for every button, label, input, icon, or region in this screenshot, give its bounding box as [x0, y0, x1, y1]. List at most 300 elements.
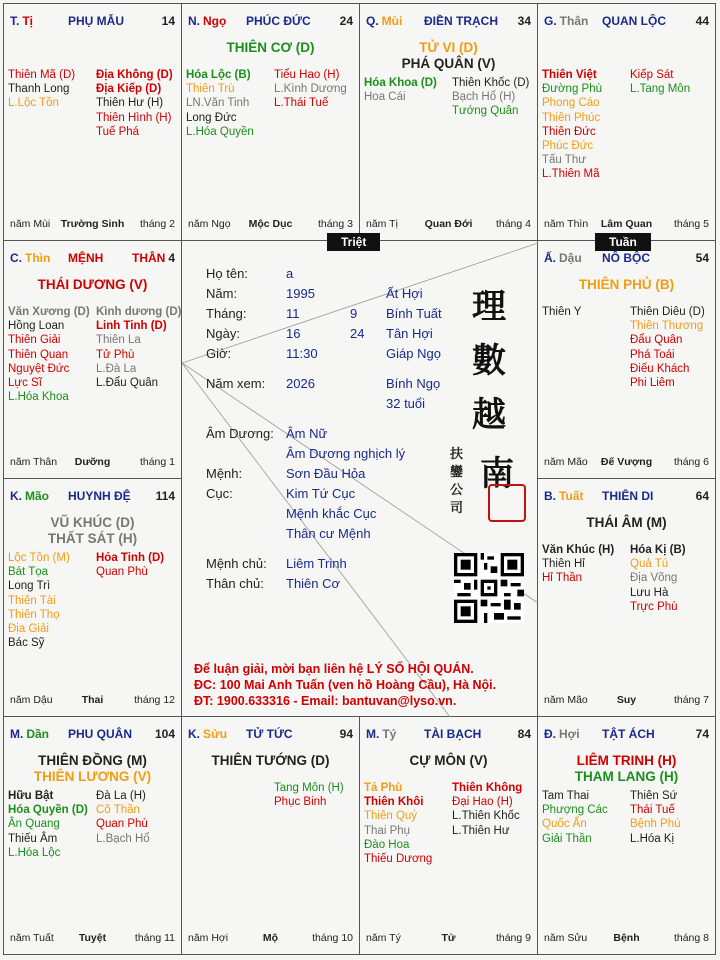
main-star: THẤT SÁT (H) [47, 531, 138, 546]
palace-month: tháng 9 [495, 932, 531, 944]
minor-star: Tam Thai [542, 790, 590, 802]
palace-name: ĐIỀN TRẠCH [424, 14, 498, 28]
left-star-column [8, 551, 70, 650]
main-star: THIÊN LƯƠNG (V) [33, 769, 152, 784]
minor-star: Tướng Quân [452, 105, 519, 118]
palace-location [544, 727, 580, 741]
amduong-label: Âm Dương: [206, 426, 274, 441]
main-star: THIÊN PHỦ (B) [578, 277, 675, 292]
contact-email-line[interactable]: ĐT: 1900.633316 - Email: bantuvan@lyso.vn. [194, 694, 457, 708]
life-stage: Suy [616, 694, 637, 706]
minor-star: Linh Tinh (D) [96, 320, 167, 333]
minor-star: Hoa Cái [364, 91, 406, 104]
main-star: THIÊN ĐỒNG (M) [38, 753, 147, 768]
minor-star: Cô Thần [96, 804, 140, 817]
qr-code[interactable] [454, 553, 524, 623]
palace-footer [366, 932, 531, 946]
minor-star: Thai Phụ [364, 824, 411, 837]
red-seal [488, 484, 526, 522]
minor-star: Thiên Việt [542, 69, 597, 81]
minor-star: Hóa Khoa (D) [364, 77, 437, 89]
palace-name: HUYNH ĐỆ [68, 489, 131, 503]
palace-year: năm Tuất [10, 932, 54, 944]
minor-star: Địa Giải [8, 623, 49, 636]
minor-star: L.Lộc Tồn [8, 97, 59, 110]
earthly-branch: Tuất [559, 489, 584, 503]
minor-star: Văn Xương (D) [8, 306, 90, 318]
palace-footer [10, 694, 175, 708]
horoscope-chart [3, 3, 716, 955]
minor-star: Ân Quang [8, 818, 60, 831]
life-stage: Bệnh [613, 932, 640, 944]
minor-star: Tuế Phá [96, 125, 140, 138]
minor-star: Tử Phù [96, 348, 135, 361]
palace-name: PHÚC ĐỨC [246, 14, 311, 28]
minor-star: Thiên Diêu (D) [630, 306, 705, 318]
day-value: 16 [286, 326, 301, 341]
minor-star: Quả Tú [630, 558, 669, 571]
main-star: THIÊN CƠ (D) [226, 40, 315, 55]
minor-star: Tang Môn (H) [274, 782, 344, 794]
day-lunar: 24 [350, 326, 365, 341]
palace-than [537, 3, 716, 241]
minor-star: Đà La (H) [96, 790, 146, 802]
view-year-label: Năm xem: [206, 376, 266, 391]
minor-star: Điếu Khách [630, 362, 690, 375]
day-canchi: Tân Hợi [386, 326, 433, 341]
minor-star: Thiên Quan [8, 348, 69, 361]
palace-month: tháng 6 [673, 456, 709, 468]
left-star-column [364, 76, 437, 104]
palace-footer [544, 694, 709, 708]
minor-star: Phượng Các [542, 804, 608, 817]
palace-location [10, 489, 49, 503]
heavenly-stem: T. [10, 14, 20, 28]
cuc-label: Cục: [206, 486, 233, 501]
palace-thin [3, 240, 182, 479]
minor-star: Đẩu Quân [630, 334, 683, 347]
month-canchi: Bính Tuất [386, 306, 442, 321]
right-star-column [96, 305, 181, 390]
palace-name: THIÊN DI [602, 489, 654, 503]
palace-header [544, 727, 709, 743]
palace-location [188, 727, 227, 741]
minor-star: Hồng Loan [8, 320, 65, 333]
heavenly-stem: K. [188, 727, 200, 741]
heavenly-stem: N. [188, 14, 200, 28]
palace-month: tháng 5 [673, 218, 709, 230]
minor-star: LN.Văn Tinh [186, 97, 250, 110]
palace-age: 94 [339, 727, 353, 741]
minor-star: Thiên Hỉ [542, 558, 585, 571]
palace-header [188, 14, 353, 30]
month-lunar: 9 [350, 306, 358, 321]
minor-star: Phục Binh [274, 796, 327, 809]
palace-header [188, 727, 353, 743]
life-stage: Trường Sinh [60, 218, 125, 230]
calligraphy-3: 越 [472, 395, 506, 435]
calligraphy-2: 數 [472, 341, 506, 381]
main-star: LIÊM TRINH (H) [576, 753, 677, 768]
age-value: 32 tuổi [386, 396, 426, 411]
minor-star: L.Đẩu Quân [96, 377, 159, 390]
minor-star: Hỉ Thần [542, 572, 583, 585]
amduong-value: Âm Nữ [286, 426, 328, 441]
minor-star: Thiên Phúc [542, 111, 601, 124]
minor-star: L.Đà La [96, 362, 137, 375]
minor-star: L.Bạch Hổ [96, 832, 150, 845]
heavenly-stem: M. [10, 727, 24, 741]
minor-star: Hữu Bật [8, 790, 54, 802]
menh-label: Mệnh: [206, 466, 243, 481]
minor-star: Bát Tọa [8, 566, 49, 579]
left-star-column [8, 68, 75, 111]
minor-star: Địa Võng [630, 572, 678, 585]
cuc-note: Mệnh khắc Cục [286, 506, 377, 521]
palace-footer [188, 932, 353, 946]
minor-star: Thiên Quý [364, 810, 418, 823]
minor-star: Lực Sĩ [8, 377, 42, 390]
palace-name: TÀI BẠCH [424, 727, 482, 741]
minor-star: Long Đức [186, 111, 237, 124]
palace-age: 104 [154, 727, 175, 741]
palace-year: năm Mão [544, 694, 588, 706]
right-star-column [274, 68, 347, 111]
palace-header [366, 727, 531, 743]
palace-location [366, 727, 396, 741]
minor-star: Thái Tuế [630, 804, 675, 817]
palace-year: năm Mão [544, 456, 588, 468]
minor-star: Thiếu Dương [364, 853, 433, 866]
earthly-branch: Mùi [381, 14, 403, 28]
main-star: VŨ KHÚC (D) [50, 515, 135, 530]
hour-canchi: Giáp Ngọ [386, 346, 441, 361]
palace-suu [181, 716, 360, 955]
heavenly-stem: Đ. [544, 727, 556, 741]
palace-age: 84 [517, 727, 531, 741]
palace-month: tháng 8 [673, 932, 709, 944]
heavenly-stem: C. [10, 251, 22, 265]
palace-age: 114 [155, 489, 175, 503]
palace-tuat [537, 478, 716, 717]
life-stage: Đế Vượng [600, 456, 653, 468]
minor-star: Đào Hoa [364, 838, 410, 851]
palace-year: năm Tý [366, 932, 401, 944]
right-star-column [630, 305, 705, 390]
palace-location [10, 14, 33, 28]
palace-ty [359, 716, 538, 955]
minor-star: Hỏa Tinh (D) [96, 552, 165, 564]
year-label: Năm: [206, 286, 238, 301]
palace-hoi [537, 716, 716, 955]
earthly-branch: Tý [382, 727, 397, 741]
minor-star: Hóa Quyền (D) [8, 804, 88, 817]
calligraphy-1: 理 [472, 287, 506, 327]
minor-star: Thiên Không [452, 782, 523, 794]
minor-star: Bác Sỹ [8, 637, 45, 650]
minor-star: Trực Phù [630, 600, 678, 613]
minor-star: L.Thiên Mã [542, 168, 600, 181]
minor-star: Hóa Kị (B) [630, 544, 686, 556]
minor-star: Thiên Khốc (D) [452, 77, 530, 89]
center-info-panel [181, 240, 538, 717]
left-star-column [8, 305, 90, 404]
life-stage: Lâm Quan [600, 218, 653, 230]
right-star-column [630, 543, 686, 614]
than-chu-label: Thân chủ: [206, 576, 264, 591]
palace-location [10, 727, 49, 741]
seal-text: 扶 鑾 公 司 [450, 447, 464, 516]
minor-star: Tiểu Hao (H) [274, 69, 340, 81]
triet-tag: Triệt [327, 233, 380, 251]
palace-header [366, 14, 531, 30]
main-star: PHÁ QUÂN (V) [401, 56, 496, 71]
earthly-branch: Thân [559, 14, 589, 28]
minor-star: Thiên Sứ [630, 790, 678, 802]
main-star: THÁI DƯƠNG (V) [37, 277, 148, 292]
minor-star: Kình dương (D) [96, 306, 182, 318]
main-star: TỬ VI (D) [419, 40, 478, 55]
minor-star: Bệnh Phù [630, 818, 681, 831]
year-value: 1995 [286, 286, 315, 301]
minor-star: Thiếu Âm [8, 832, 58, 845]
minor-star: Thanh Long [8, 83, 70, 96]
earthly-branch: Dần [26, 727, 50, 741]
palace-ngo [181, 3, 360, 241]
month-label: Tháng: [206, 306, 247, 321]
minor-star: Phong Cáo [542, 97, 600, 110]
menh-chu-label: Mệnh chủ: [206, 556, 267, 571]
view-year-value: 2026 [286, 376, 315, 391]
minor-star: Hóa Lộc (B) [186, 69, 251, 81]
earthly-branch: Dậu [559, 251, 582, 265]
minor-star: Thiên Giải [8, 334, 61, 347]
left-star-column [364, 781, 432, 866]
left-star-column [542, 305, 581, 319]
palace-footer [10, 932, 175, 946]
palace-location [544, 489, 583, 503]
hour-label: Giờ: [206, 346, 232, 361]
palace-year: năm Thìn [544, 218, 589, 230]
hour-value: 11:30 [286, 346, 318, 361]
palace-year: năm Sửu [544, 932, 588, 944]
minor-star: Địa Kiếp (D) [96, 83, 162, 96]
heavenly-stem: K. [10, 489, 22, 503]
palace-year: năm Ngọ [188, 218, 231, 230]
palace-location [366, 14, 402, 28]
minor-star: Phúc Đức [542, 140, 594, 153]
minor-star: Đại Hao (H) [452, 796, 513, 809]
palace-header [10, 14, 175, 30]
than-cu-note: Thân cư Mệnh [286, 526, 371, 541]
main-star: CỰ MÔN (V) [409, 753, 488, 768]
palace-location [188, 14, 226, 28]
earthly-branch: Tị [22, 14, 34, 28]
minor-star: Giải Thần [542, 832, 592, 845]
palace-month: tháng 2 [139, 218, 175, 230]
minor-star: Địa Không (D) [96, 69, 173, 81]
palace-header [10, 251, 175, 267]
palace-year: năm Dậu [10, 694, 53, 706]
minor-star: L.Hóa Lộc [8, 846, 61, 859]
minor-star: L.Thiên Khốc [452, 810, 520, 823]
contact-line-2: ĐC: 100 Mai Anh Tuấn (ven hồ Hoàng Cầu), Hà Nội. [194, 678, 497, 692]
palace-year: năm Mùi [10, 218, 51, 230]
minor-star: L.Hóa Quyền [186, 125, 254, 138]
menh-chu-value: Liêm Trinh [286, 556, 347, 571]
palace-header [10, 489, 175, 505]
minor-star: Thiên Trù [186, 83, 235, 96]
year-canchi: Ất Hợi [386, 286, 423, 301]
minor-star: L.Thiên Hư [452, 824, 510, 837]
left-star-column [542, 543, 614, 586]
life-stage: Quan Đới [424, 218, 473, 230]
minor-star: Kiếp Sát [630, 69, 674, 81]
minor-star: Thiên Tài [8, 594, 56, 607]
minor-star: L.Hóa Kị [630, 832, 675, 845]
palace-name: PHU QUÂN [68, 727, 133, 741]
earthly-branch: Sửu [203, 727, 228, 741]
right-star-column [630, 68, 690, 96]
palace-age: 24 [339, 14, 353, 28]
palace-location [544, 14, 588, 28]
palace-age: 4 [168, 251, 175, 265]
minor-star: L.Tang Môn [630, 83, 691, 96]
minor-star: Thiên Y [542, 306, 582, 318]
amduong-note: Âm Dương nghịch lý [286, 446, 406, 461]
day-label: Ngày: [206, 326, 240, 341]
palace-age: 54 [695, 251, 709, 265]
left-star-column [542, 789, 608, 846]
minor-star: Quốc Ấn [542, 818, 587, 831]
heavenly-stem: Ấ. [544, 251, 556, 265]
life-stage: Thai [81, 694, 104, 706]
left-star-column [542, 68, 602, 182]
minor-star: L.Thái Tuế [274, 97, 329, 110]
palace-month: tháng 10 [312, 932, 353, 944]
minor-star: Thiên Mã (D) [8, 69, 76, 81]
palace-location [544, 251, 582, 265]
than-chu-value: Thiên Cơ [286, 576, 341, 591]
life-stage: Tuyệt [78, 932, 107, 944]
heavenly-stem: G. [544, 14, 557, 28]
earthly-branch: Hợi [559, 727, 580, 741]
palace-dau [537, 240, 716, 479]
palace-name: NÔ BỘC [602, 251, 650, 265]
palace-month: tháng 4 [495, 218, 531, 230]
right-star-column [452, 781, 522, 838]
body-palace-marker: THÂN [132, 251, 166, 265]
palace-age: 74 [695, 727, 709, 741]
palace-year: năm Tị [366, 218, 398, 230]
palace-name: TẬT ÁCH [602, 727, 655, 741]
palace-header [544, 14, 709, 30]
minor-star: Lộc Tồn (M) [8, 552, 70, 564]
palace-footer [544, 932, 709, 946]
minor-star: Tả Phù [364, 782, 403, 794]
right-star-column [630, 789, 681, 846]
name-label: Họ tên: [206, 266, 248, 281]
minor-star: Nguyệt Đức [8, 362, 70, 375]
palace-mui [359, 3, 538, 241]
left-star-column [186, 68, 254, 139]
right-star-column [274, 781, 344, 809]
palace-month: tháng 12 [134, 694, 175, 706]
minor-star: Thiên Thương [630, 320, 704, 333]
palace-month: tháng 11 [134, 932, 175, 944]
palace-footer [544, 456, 709, 470]
right-star-column [96, 551, 164, 579]
palace-name: PHỤ MẪU [68, 14, 124, 28]
left-star-column [8, 789, 88, 860]
palace-age: 64 [695, 489, 709, 503]
main-star: THÁI ÂM (M) [586, 515, 667, 530]
palace-footer [188, 218, 353, 232]
palace-month: tháng 1 [139, 456, 175, 468]
minor-star: Quan Phù [96, 818, 148, 831]
palace-footer [366, 218, 531, 232]
palace-header [544, 489, 709, 505]
minor-star: Tấu Thư [542, 154, 586, 167]
palace-footer [544, 218, 709, 232]
palace-dan [3, 716, 182, 955]
life-stage: Mộc Dục [248, 218, 293, 230]
palace-month: tháng 7 [673, 694, 709, 706]
palace-ti [3, 3, 182, 241]
right-star-column [96, 789, 150, 846]
name-value: a [286, 266, 294, 281]
earthly-branch: Mão [25, 489, 49, 503]
palace-age: 34 [517, 14, 531, 28]
palace-header [544, 251, 709, 267]
minor-star: Thiên Hình (H) [96, 111, 172, 124]
heavenly-stem: B. [544, 489, 556, 503]
minor-star: Thiên Khôi [364, 796, 424, 809]
menh-value: Sơn Đầu Hỏa [286, 466, 366, 481]
earthly-branch: Thìn [25, 251, 51, 265]
minor-star: Phá Toái [630, 348, 675, 361]
minor-star: Thiên La [96, 334, 141, 347]
calligraphy-4: 南 [480, 454, 514, 494]
minor-star: Lưu Hà [630, 586, 669, 599]
life-stage: Dưỡng [74, 456, 111, 468]
minor-star: L.Hóa Khoa [8, 391, 69, 404]
palace-year: năm Thân [10, 456, 58, 468]
palace-footer [10, 218, 175, 232]
heavenly-stem: M. [366, 727, 380, 741]
cuc-value: Kim Tứ Cục [286, 486, 356, 501]
main-star: THAM LANG (H) [574, 769, 679, 784]
minor-star: Quan Phù [96, 566, 148, 579]
heavenly-stem: Q. [366, 14, 379, 28]
tuan-tag: Tuần [595, 233, 651, 251]
right-star-column [96, 68, 173, 139]
palace-age: 44 [695, 14, 709, 28]
life-stage: Tử [441, 932, 456, 944]
minor-star: Thiên Thọ [8, 608, 60, 621]
minor-star: Thiên Hư (H) [96, 97, 164, 110]
right-star-column [452, 76, 529, 119]
palace-name: TỬ TỨC [246, 727, 293, 741]
minor-star: Bạch Hổ (H) [452, 91, 516, 104]
palace-age: 14 [161, 14, 175, 28]
palace-year: năm Hợi [188, 932, 229, 944]
palace-name: QUAN LỘC [602, 14, 666, 28]
minor-star: Đường Phù [542, 83, 602, 96]
palace-location [10, 251, 50, 265]
palace-footer [10, 456, 175, 470]
palace-month: tháng 3 [317, 218, 353, 230]
